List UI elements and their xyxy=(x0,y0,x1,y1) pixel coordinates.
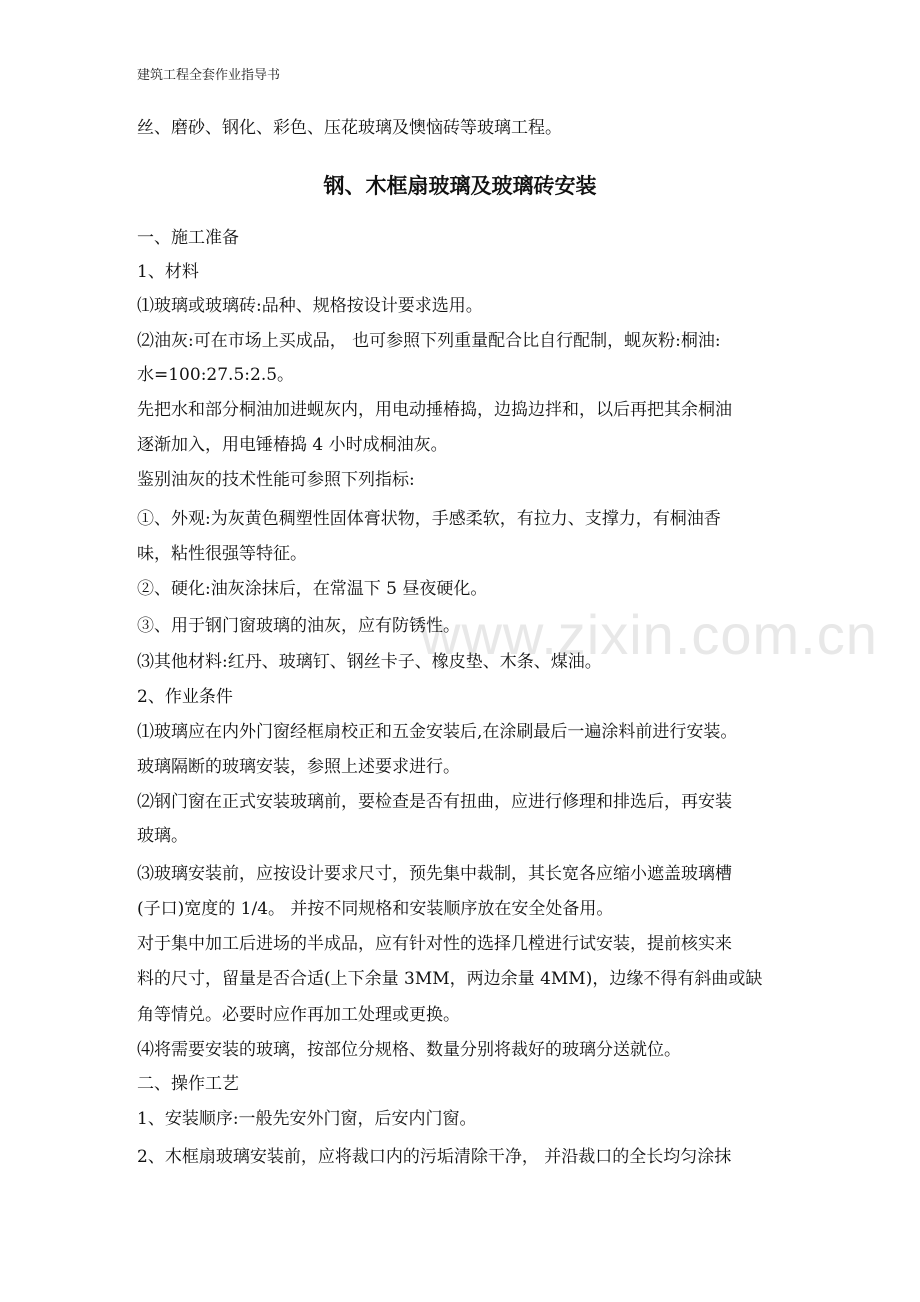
body-line: 角等情兑。必要时应作再加工处理或更换。 xyxy=(137,1005,460,1025)
body-line: 一、施工准备 xyxy=(137,228,239,248)
body-line: 先把水和部分桐油加进蚬灰内，用电动捶椿捣，边捣边拌和，以后再把其余桐油 xyxy=(137,400,732,420)
body-line: 二、操作工艺 xyxy=(137,1074,239,1094)
body-line: 2、木框扇玻璃安装前，应将裁口内的污垢清除干净， 并沿裁口的全长均匀涂抹 xyxy=(137,1147,732,1167)
body-line: ③、用于钢门窗玻璃的油灰，应有防锈性。 xyxy=(137,616,460,636)
body-line: ⑴玻璃应在内外门窗经框扇校正和五金安装后,在涂刷最后一遍涂料前进行安装。 xyxy=(137,722,738,742)
body-line: 1、安装顺序:一般先安外门窗，后安内门窗。 xyxy=(137,1109,477,1129)
body-line: ⑵钢门窗在正式安装玻璃前，要检查是否有扭曲，应进行修理和排选后，再安装 xyxy=(137,792,732,812)
body-line: ⑵油灰:可在市场上买成品， 也可参照下列重量配合比自行配制，蚬灰粉:桐油: xyxy=(137,331,721,351)
page-header: 建筑工程全套作业指导书 xyxy=(137,68,281,83)
body-line: ⑷将需要安装的玻璃，按部位分规格、数量分别将裁好的玻璃分送就位。 xyxy=(137,1040,681,1060)
body-line: ⑶玻璃安装前，应按设计要求尺寸，预先集中裁制，其长宽各应缩小遮盖玻璃槽 xyxy=(137,864,732,884)
body-line: 1、材料 xyxy=(137,262,199,282)
body-line: 水=100:27.5:2.5。 xyxy=(137,365,295,385)
body-line: 2、作业条件 xyxy=(137,687,233,707)
body-line: 料的尺寸，留量是否合适(上下余量 3MM，两边余量 4MM)，边缘不得有斜曲或缺 xyxy=(137,969,763,989)
body-line: ⑴玻璃或玻璃砖:品种、规格按设计要求选用。 xyxy=(137,296,483,316)
body-line: ①、外观:为灰黄色稠塑性固体膏状物，手感柔软，有拉力、支撑力，有桐油香 xyxy=(137,509,721,529)
body-line: 逐渐加入，用电锤椿捣 4 小时成桐油灰。 xyxy=(137,435,448,455)
body-line: 鉴别油灰的技术性能可参照下列指标: xyxy=(137,470,415,490)
watermark: www.zixin.com.cn xyxy=(420,603,878,666)
section-title: 钢、木框扇玻璃及玻璃砖安装 xyxy=(323,174,597,198)
body-line: ②、硬化:油灰涂抹后，在常温下 5 昼夜硬化。 xyxy=(137,579,488,599)
body-line: 丝、磨砂、钢化、彩色、压花玻璃及懊恼砖等玻璃工程。 xyxy=(137,118,562,138)
body-line: 玻璃。 xyxy=(137,826,188,846)
body-line: (子口)宽度的 1/4。 并按不同规格和安装顺序放在安全处备用。 xyxy=(137,899,614,919)
body-line: 对于集中加工后进场的半成品，应有针对性的选择几樘进行试安装，提前核实来 xyxy=(137,934,732,954)
body-line: 味，粘性很强等特征。 xyxy=(137,544,307,564)
body-line: 玻璃隔断的玻璃安装，参照上述要求进行。 xyxy=(137,757,460,777)
body-line: ⑶其他材料:红丹、玻璃钉、钢丝卡子、橡皮垫、木条、煤油。 xyxy=(137,652,602,672)
